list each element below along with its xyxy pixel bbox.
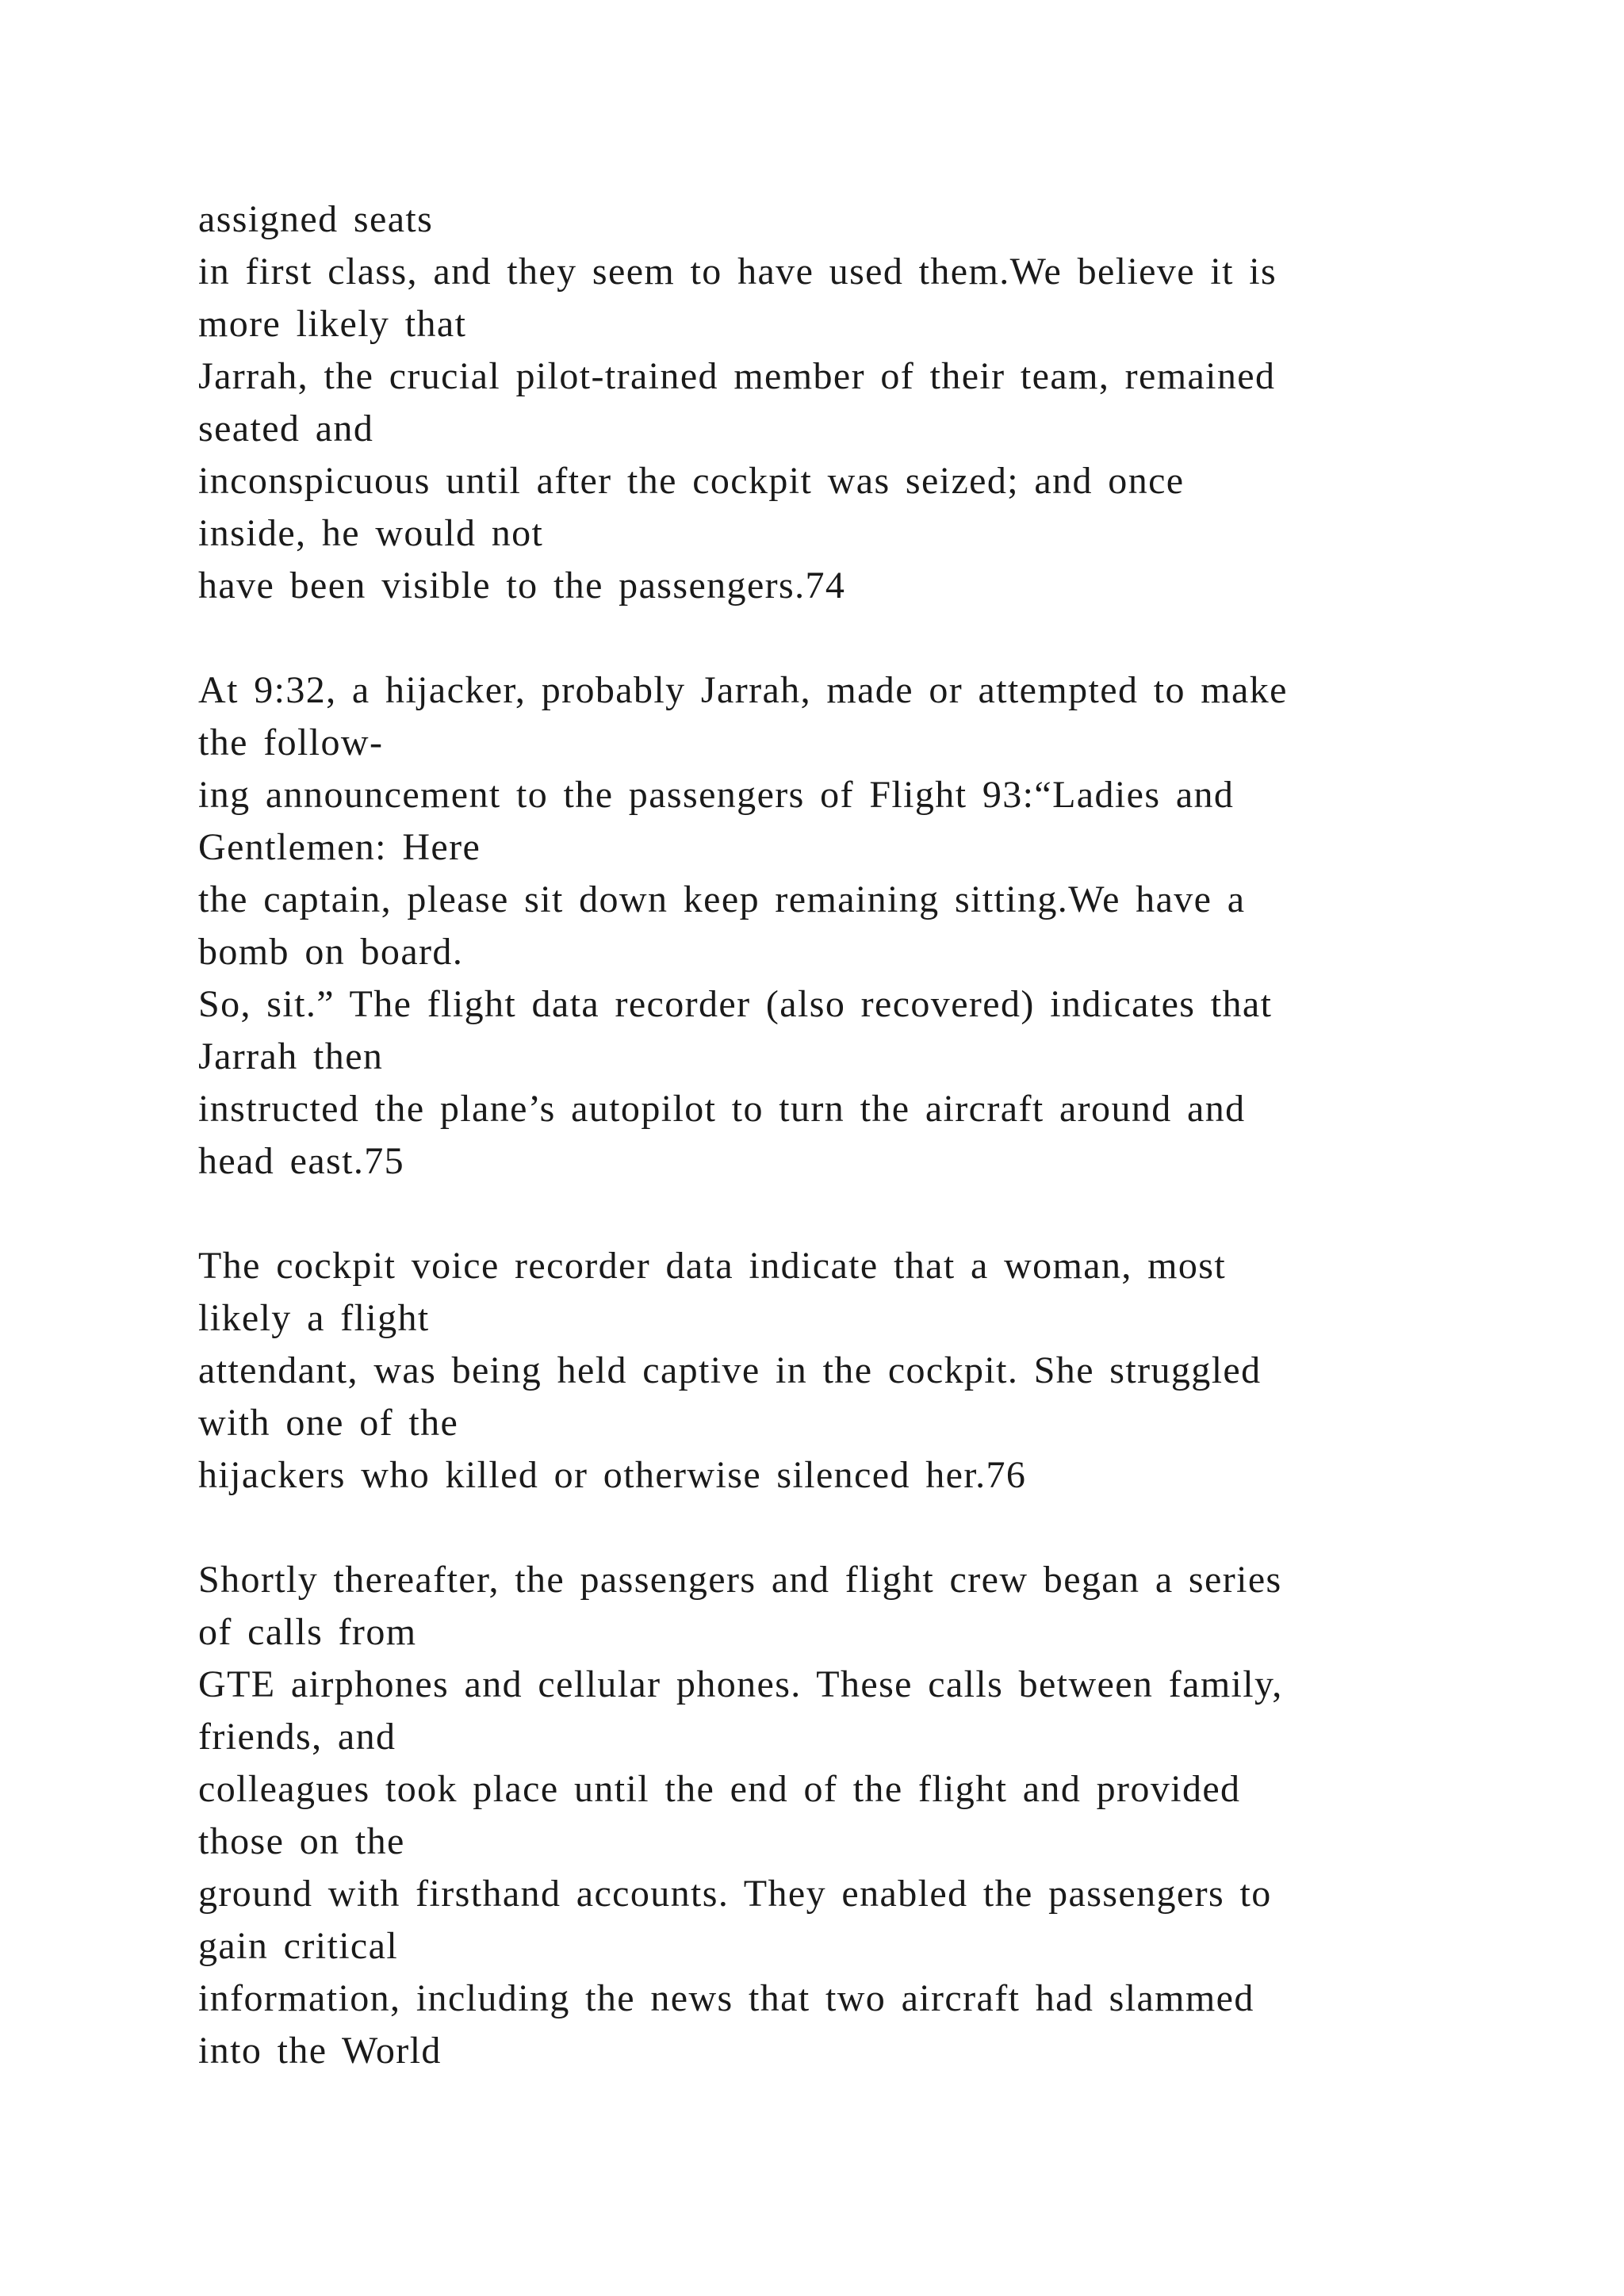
text-line: colleagues took place until the end of the flight and provided (198, 1768, 1241, 1810)
text-line: ing announcement to the passengers of Flight 93:“Ladies and (198, 774, 1235, 816)
text-line: have been visible to the passengers.74 (198, 564, 846, 607)
text-line: of calls from (198, 1611, 417, 1653)
paragraph (198, 193, 1483, 612)
text-line: likely a flight (198, 1297, 430, 1339)
paragraph-gap (198, 1188, 1483, 1240)
text-line: information, including the news that two aircraft had slammed (198, 1977, 1254, 2019)
text-line: with one of the (198, 1402, 459, 1444)
text-line: GTE airphones and cellular phones. These calls between family, (198, 1663, 1283, 1705)
text-line: into the World (198, 2030, 442, 2072)
text-line: the follow- (198, 721, 384, 763)
text-line: head east.75 (198, 1140, 405, 1182)
text-line: friends, and (198, 1716, 396, 1758)
text-line: the captain, please sit down keep remaining sitting.We have a (198, 878, 1246, 920)
text-line: bomb on board. (198, 931, 464, 973)
text-line: in first class, and they seem to have used them.We believe it is (198, 251, 1277, 293)
text-line: more likely that (198, 303, 467, 345)
body-text (198, 193, 1483, 2077)
paragraph (198, 1554, 1483, 2077)
text-line: those on the (198, 1820, 405, 1862)
text-line: attendant, was being held captive in the cockpit. She struggled (198, 1349, 1262, 1391)
text-line: gain critical (198, 1925, 399, 1967)
text-line: Gentlemen: Here (198, 826, 481, 868)
text-line: assigned seats (198, 198, 434, 240)
text-line: Jarrah then (198, 1035, 384, 1077)
text-line: The cockpit voice recorder data indicate that a woman, most (198, 1245, 1227, 1287)
text-line: Shortly thereafter, the passengers and flight crew began a series (198, 1559, 1282, 1601)
text-line: seated and (198, 408, 374, 450)
paragraph-gap (198, 1502, 1483, 1554)
paragraph (198, 1240, 1483, 1502)
text-line: So, sit.” The flight data recorder (also recovered) indicates that (198, 983, 1273, 1025)
text-line: At 9:32, a hijacker, probably Jarrah, made or attempted to make (198, 669, 1288, 711)
text-line: Jarrah, the crucial pilot-trained member of their team, remained (198, 355, 1276, 397)
paragraph-gap (198, 612, 1483, 664)
text-line: ground with firsthand accounts. They enabled the passengers to (198, 1873, 1272, 1915)
text-line: inconspicuous until after the cockpit was seized; and once (198, 460, 1185, 502)
text-line: inside, he would not (198, 512, 544, 554)
paragraph (198, 664, 1483, 1188)
text-line: hijackers who killed or otherwise silenced her.76 (198, 1454, 1027, 1496)
text-line: instructed the plane’s autopilot to turn the aircraft around and (198, 1088, 1246, 1130)
